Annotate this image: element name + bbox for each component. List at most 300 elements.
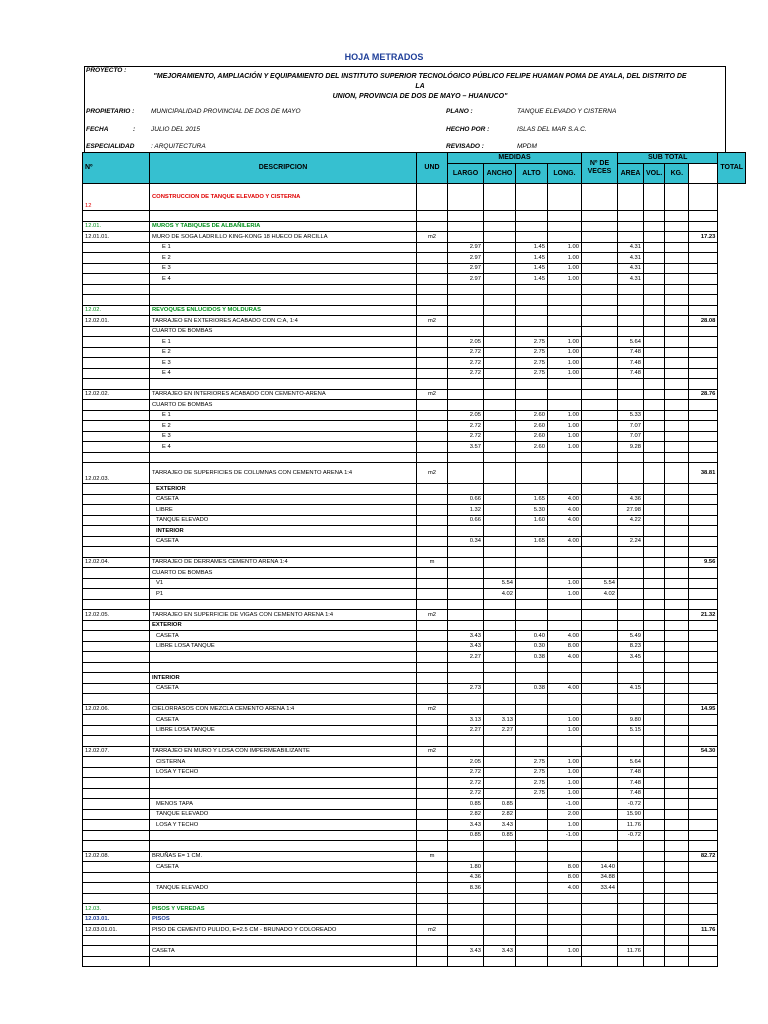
table-row — [83, 935, 746, 946]
cell-area — [618, 211, 644, 222]
cell-unit — [417, 442, 448, 453]
cell-area — [618, 914, 644, 925]
cell-vol — [644, 368, 665, 379]
cell-veces — [548, 557, 582, 568]
cell-unit — [417, 379, 448, 390]
cell-largo: 2.27 — [448, 652, 484, 663]
cell-vol — [644, 599, 665, 610]
table-row — [83, 589, 746, 600]
cell-vol — [644, 715, 665, 726]
cell-veces — [548, 704, 582, 715]
cell-kg — [665, 505, 689, 516]
cell-kg — [665, 589, 689, 600]
cell-long — [582, 316, 618, 327]
cell-ancho: 3.13 — [484, 715, 516, 726]
cell-veces: 1.00 — [548, 421, 582, 432]
cell-item-number — [83, 736, 150, 747]
cell-ancho — [484, 557, 516, 568]
cell-area — [618, 184, 644, 211]
cell-alto — [516, 211, 548, 222]
cell-alto — [516, 232, 548, 243]
table-row — [83, 767, 746, 778]
cell-long — [582, 809, 618, 820]
cell-item-number — [83, 757, 150, 768]
cell-total — [689, 788, 718, 799]
cell-ancho — [484, 704, 516, 715]
cell-vol — [644, 641, 665, 652]
cell-unit — [417, 599, 448, 610]
cell-veces — [548, 463, 582, 484]
cell-vol — [644, 662, 665, 673]
cell-largo: 2.82 — [448, 809, 484, 820]
cell-total — [689, 295, 718, 306]
cell-long: 4.02 — [582, 589, 618, 600]
cell-alto — [516, 746, 548, 757]
cell-long — [582, 221, 618, 232]
proyecto-label: PROYECTO : — [86, 67, 127, 74]
cell-ancho — [484, 673, 516, 684]
cell-ancho — [484, 841, 516, 852]
cell-alto — [516, 904, 548, 915]
cell-description: TARRAJEO DE DERRAMES CEMENTO ARENA 1:4 — [150, 557, 417, 568]
cell-total — [689, 673, 718, 684]
cell-veces — [548, 221, 582, 232]
cell-veces — [548, 851, 582, 862]
cell-long — [582, 232, 618, 243]
cell-long — [582, 704, 618, 715]
cell-area: 4.31 — [618, 242, 644, 253]
cell-ancho: 0.85 — [484, 830, 516, 841]
cell-long — [582, 631, 618, 642]
cell-kg — [665, 883, 689, 894]
cell-ancho — [484, 893, 516, 904]
cell-kg — [665, 536, 689, 547]
cell-kg — [665, 568, 689, 579]
cell-ancho — [484, 620, 516, 631]
table-row — [83, 242, 746, 253]
cell-largo: 1.80 — [448, 862, 484, 873]
cell-item-number: 12.01. — [83, 221, 150, 232]
cell-kg — [665, 893, 689, 904]
cell-unit: m — [417, 557, 448, 568]
cell-item-number — [83, 862, 150, 873]
table-row — [83, 410, 746, 421]
cell-unit — [417, 904, 448, 915]
cell-largo — [448, 184, 484, 211]
cell-description — [150, 935, 417, 946]
cell-alto — [516, 914, 548, 925]
cell-description: TARRAJEO EN INTERIORES ACABADO CON CEMENTO-ARENA — [150, 389, 417, 400]
cell-veces: 1.00 — [548, 358, 582, 369]
cell-largo — [448, 484, 484, 495]
cell-ancho — [484, 956, 516, 967]
cell-item-number — [83, 694, 150, 705]
cell-area — [618, 736, 644, 747]
cell-item-number — [83, 263, 150, 274]
table-row — [83, 694, 746, 705]
cell-description: CISTERNA — [150, 757, 417, 768]
cell-veces: 1.00 — [548, 242, 582, 253]
cell-kg — [665, 484, 689, 495]
cell-vol — [644, 725, 665, 736]
cell-item-number: 12.03.01. — [83, 914, 150, 925]
cell-ancho — [484, 515, 516, 526]
cell-vol — [644, 746, 665, 757]
cell-alto — [516, 841, 548, 852]
cell-unit — [417, 809, 448, 820]
cell-alto — [516, 578, 548, 589]
cell-largo — [448, 694, 484, 705]
cell-total — [689, 568, 718, 579]
cell-vol — [644, 652, 665, 663]
cell-vol — [644, 820, 665, 831]
table-row — [83, 715, 746, 726]
cell-ancho — [484, 232, 516, 243]
cell-unit — [417, 400, 448, 411]
cell-long — [582, 799, 618, 810]
cell-vol — [644, 431, 665, 442]
cell-vol — [644, 536, 665, 547]
cell-veces — [548, 746, 582, 757]
cell-unit — [417, 620, 448, 631]
cell-long — [582, 184, 618, 211]
cell-area: 4.36 — [618, 494, 644, 505]
cell-long — [582, 914, 618, 925]
table-header — [83, 153, 746, 184]
cell-largo — [448, 400, 484, 411]
cell-alto: 0.38 — [516, 652, 548, 663]
cell-veces: 1.00 — [548, 263, 582, 274]
cell-long — [582, 515, 618, 526]
cell-total — [689, 694, 718, 705]
cell-ancho — [484, 904, 516, 915]
cell-vol — [644, 935, 665, 946]
cell-largo — [448, 620, 484, 631]
cell-veces — [548, 526, 582, 537]
table-row — [83, 788, 746, 799]
table-row — [83, 337, 746, 348]
cell-veces — [548, 694, 582, 705]
cell-veces: 4.00 — [548, 536, 582, 547]
cell-veces: 1.00 — [548, 274, 582, 285]
cell-alto: 1.65 — [516, 536, 548, 547]
cell-item-number — [83, 683, 150, 694]
cell-alto — [516, 284, 548, 295]
cell-ancho — [484, 494, 516, 505]
cell-long — [582, 421, 618, 432]
cell-area — [618, 221, 644, 232]
cell-total — [689, 211, 718, 222]
cell-ancho — [484, 568, 516, 579]
cell-vol — [644, 526, 665, 537]
table-row — [83, 662, 746, 673]
cell-total — [689, 736, 718, 747]
especialidad-value: : ARQUITECTURA — [151, 143, 206, 150]
cell-unit — [417, 736, 448, 747]
cell-alto — [516, 662, 548, 673]
cell-total — [689, 893, 718, 904]
cell-item-number — [83, 505, 150, 516]
cell-total: 28.76 — [689, 389, 718, 400]
cell-description — [150, 452, 417, 463]
cell-largo — [448, 904, 484, 915]
table-row — [83, 484, 746, 495]
cell-ancho — [484, 599, 516, 610]
table-row — [83, 494, 746, 505]
table-row — [83, 736, 746, 747]
cell-veces: 8.00 — [548, 641, 582, 652]
cell-alto — [516, 221, 548, 232]
table-row — [83, 211, 746, 222]
cell-long — [582, 295, 618, 306]
cell-alto: 2.75 — [516, 778, 548, 789]
cell-vol — [644, 505, 665, 516]
cell-largo: 1.32 — [448, 505, 484, 516]
cell-veces — [548, 305, 582, 316]
cell-vol — [644, 232, 665, 243]
cell-description — [150, 893, 417, 904]
cell-kg — [665, 242, 689, 253]
cell-area: 4.31 — [618, 253, 644, 264]
cell-area — [618, 326, 644, 337]
cell-long — [582, 830, 618, 841]
cell-vol — [644, 757, 665, 768]
cell-description: CASETA — [150, 631, 417, 642]
cell-total — [689, 536, 718, 547]
cell-ancho — [484, 211, 516, 222]
cell-largo — [448, 526, 484, 537]
cell-description — [150, 547, 417, 558]
cell-ancho — [484, 410, 516, 421]
cell-largo — [448, 736, 484, 747]
cell-largo: 4.36 — [448, 872, 484, 883]
table-row — [83, 463, 746, 484]
cell-vol — [644, 704, 665, 715]
cell-ancho — [484, 368, 516, 379]
col-subtotal: SUB TOTAL — [618, 153, 718, 164]
cell-area — [618, 599, 644, 610]
cell-total — [689, 221, 718, 232]
cell-description — [150, 295, 417, 306]
cell-long — [582, 725, 618, 736]
cell-kg — [665, 778, 689, 789]
cell-kg — [665, 431, 689, 442]
cell-veces — [548, 673, 582, 684]
cell-item-number — [83, 956, 150, 967]
cell-unit — [417, 410, 448, 421]
cell-unit — [417, 799, 448, 810]
cell-veces: 1.00 — [548, 778, 582, 789]
cell-long — [582, 526, 618, 537]
cell-area — [618, 673, 644, 684]
cell-total — [689, 484, 718, 495]
cell-item-number — [83, 589, 150, 600]
table-row — [83, 400, 746, 411]
table-row — [83, 746, 746, 757]
table-row — [83, 830, 746, 841]
cell-description: E 2 — [150, 347, 417, 358]
cell-ancho — [484, 935, 516, 946]
cell-vol — [644, 484, 665, 495]
cell-largo — [448, 914, 484, 925]
cell-long — [582, 757, 618, 768]
cell-kg — [665, 862, 689, 873]
cell-description: TARRAJEO EN SUPERFICIE DE VIGAS CON CEMENTO ARENA 1:4 — [150, 610, 417, 621]
cell-long — [582, 536, 618, 547]
cell-item-number: 12.03. — [83, 904, 150, 915]
cell-veces — [548, 484, 582, 495]
cell-kg — [665, 547, 689, 558]
cell-veces: 4.00 — [548, 883, 582, 894]
cell-kg — [665, 736, 689, 747]
cell-ancho — [484, 767, 516, 778]
cell-item-number: 12.02.06. — [83, 704, 150, 715]
cell-vol — [644, 883, 665, 894]
cell-total: 38.81 — [689, 463, 718, 484]
table-row — [83, 389, 746, 400]
cell-veces — [548, 904, 582, 915]
cell-area: 7.48 — [618, 347, 644, 358]
cell-vol — [644, 410, 665, 421]
cell-item-number — [83, 872, 150, 883]
cell-long — [582, 662, 618, 673]
cell-vol — [644, 841, 665, 852]
cell-veces: 4.00 — [548, 494, 582, 505]
cell-ancho: 5.54 — [484, 578, 516, 589]
hecho-label: HECHO POR : — [446, 126, 490, 133]
cell-description: LOSA Y TECHO — [150, 767, 417, 778]
cell-description — [150, 778, 417, 789]
cell-ancho: 3.43 — [484, 820, 516, 831]
table-row — [83, 862, 746, 873]
cell-vol — [644, 830, 665, 841]
table-row — [83, 893, 746, 904]
cell-item-number — [83, 347, 150, 358]
cell-ancho — [484, 242, 516, 253]
cell-unit — [417, 778, 448, 789]
cell-description: TANQUE ELEVADO — [150, 515, 417, 526]
cell-item-number — [83, 767, 150, 778]
cell-item-number — [83, 641, 150, 652]
cell-unit — [417, 757, 448, 768]
cell-total — [689, 184, 718, 211]
cell-largo — [448, 547, 484, 558]
cell-total — [689, 494, 718, 505]
cell-item-number — [83, 484, 150, 495]
cell-item-number — [83, 799, 150, 810]
cell-long — [582, 893, 618, 904]
cell-total — [689, 242, 718, 253]
cell-kg — [665, 757, 689, 768]
cell-largo — [448, 893, 484, 904]
cell-vol — [644, 620, 665, 631]
cell-largo — [448, 589, 484, 600]
cell-kg — [665, 652, 689, 663]
table-row — [83, 347, 746, 358]
table-row — [83, 295, 746, 306]
cell-largo: 2.72 — [448, 347, 484, 358]
cell-unit — [417, 358, 448, 369]
cell-area — [618, 389, 644, 400]
cell-kg — [665, 221, 689, 232]
cell-long — [582, 442, 618, 453]
cell-total — [689, 547, 718, 558]
cell-total — [689, 358, 718, 369]
cell-area: 4.31 — [618, 263, 644, 274]
proyecto-line-2: UNION, PROVINCIA DE DOS DE MAYO – HUANUCO" — [332, 93, 508, 100]
table-row — [83, 872, 746, 883]
cell-total — [689, 652, 718, 663]
col-vol: VOL. — [644, 164, 665, 184]
cell-alto — [516, 946, 548, 957]
cell-largo: 2.27 — [448, 725, 484, 736]
table-row — [83, 274, 746, 285]
cell-area: 5.64 — [618, 337, 644, 348]
cell-alto — [516, 599, 548, 610]
cell-unit — [417, 284, 448, 295]
cell-total — [689, 715, 718, 726]
cell-largo: 3.13 — [448, 715, 484, 726]
cell-description — [150, 788, 417, 799]
cell-total — [689, 662, 718, 673]
cell-vol — [644, 347, 665, 358]
cell-ancho — [484, 851, 516, 862]
cell-vol — [644, 631, 665, 642]
cell-total — [689, 400, 718, 411]
cell-largo — [448, 673, 484, 684]
cell-vol — [644, 610, 665, 621]
table-row — [83, 725, 746, 736]
cell-kg — [665, 662, 689, 673]
cell-description: INTERIOR — [150, 673, 417, 684]
table-row — [83, 778, 746, 789]
cell-total: 17.23 — [689, 232, 718, 243]
cell-total — [689, 305, 718, 316]
cell-unit — [417, 935, 448, 946]
cell-veces: 1.00 — [548, 347, 582, 358]
cell-alto: 0.40 — [516, 631, 548, 642]
cell-kg — [665, 620, 689, 631]
cell-alto — [516, 736, 548, 747]
cell-item-number — [83, 620, 150, 631]
cell-veces: 1.00 — [548, 788, 582, 799]
cell-largo — [448, 452, 484, 463]
cell-area — [618, 620, 644, 631]
cell-total — [689, 620, 718, 631]
plano-value: TANQUE ELEVADO Y CISTERNA — [517, 108, 617, 115]
cell-area: 4.22 — [618, 515, 644, 526]
cell-area — [618, 935, 644, 946]
cell-item-number — [83, 295, 150, 306]
cell-vol — [644, 851, 665, 862]
cell-description: E 3 — [150, 431, 417, 442]
table-row — [83, 452, 746, 463]
cell-veces — [548, 389, 582, 400]
cell-long — [582, 452, 618, 463]
cell-largo — [448, 578, 484, 589]
cell-area: 4.15 — [618, 683, 644, 694]
cell-kg — [665, 694, 689, 705]
cell-alto: 1.45 — [516, 274, 548, 285]
col-ancho: ANCHO — [484, 164, 516, 184]
cell-item-number: 12.03.01.01. — [83, 925, 150, 936]
cell-ancho — [484, 263, 516, 274]
cell-item-number — [83, 946, 150, 957]
cell-unit — [417, 431, 448, 442]
cell-ancho — [484, 284, 516, 295]
table-row — [83, 925, 746, 936]
cell-total — [689, 274, 718, 285]
